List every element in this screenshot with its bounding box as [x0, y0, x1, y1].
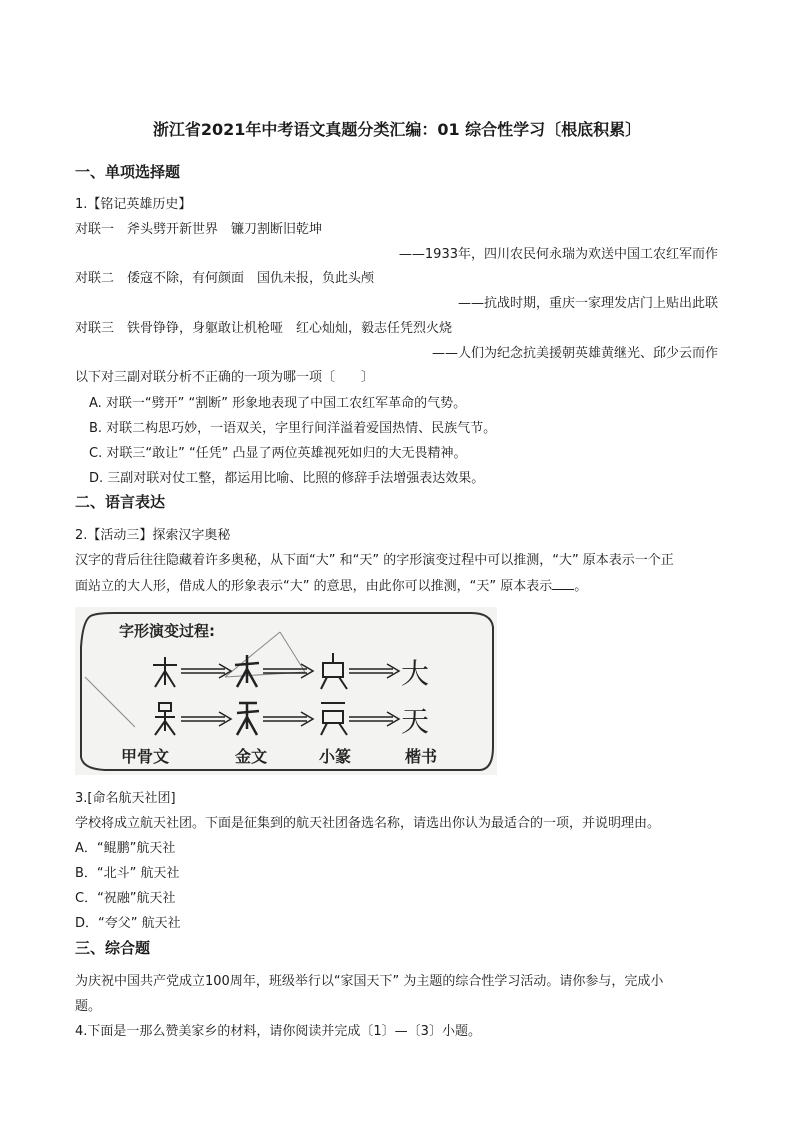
- q2-paragraph-line-1: 汉字的背后往往隐藏着许多奥秘，从下面“大” 和“天” 的字形演变过程中可以推测，“大” 原本表示一个正: [75, 553, 674, 568]
- arrow-2: [263, 664, 313, 678]
- answer-blank: [552, 577, 574, 590]
- label-small-seal: 小篆: [319, 747, 352, 766]
- q3-option-b: B．“北斗” 航天社: [75, 866, 180, 881]
- couplet-2: 对联二 倭寇不除，有何颜面 国仇未报，负此头颅: [75, 271, 375, 286]
- couplet-3: 对联三 铁骨铮铮，身躯敢让机枪哑 红心灿灿，毅志任凭烈火烧: [75, 321, 453, 336]
- q4-intro-line-2: 题。: [75, 999, 102, 1014]
- da-bronze-glyph: [235, 655, 259, 687]
- couplet-2-source: ——抗战时期，重庆一家理发店门上贴出此联: [457, 296, 718, 311]
- couplet-1: 对联一 斧头劈开新世界 镰刀割断旧乾坤: [75, 222, 323, 237]
- character-evolution-figure: [75, 607, 497, 775]
- tian-regular-glyph: 天: [401, 705, 430, 738]
- q4-intro-line-1: 为庆祝中国共产党成立100周年，班级举行以“家国天下” 为主题的综合性学习活动。请你参与，完成小: [75, 974, 664, 989]
- figure-heading: 字形演变过程:: [119, 622, 215, 640]
- q1-option-c: C. 对联三“敢让” “任凭” 凸显了两位英雄视死如归的大无畏精神。: [89, 446, 467, 461]
- section-heading-language-expression: 二、语言表达: [75, 493, 166, 511]
- q3-option-c: C．“祝融”航天社: [75, 891, 176, 906]
- arrow-3: [349, 664, 399, 678]
- da-regular-glyph: 大: [401, 657, 430, 690]
- q3-heading: 3.[命名航天社团]: [75, 791, 176, 806]
- q1-option-a: A. 对联一“劈开” “割断” 形象地表现了中国工农红军革命的气势。: [89, 396, 467, 411]
- label-oracle-bone: 甲骨文: [121, 747, 170, 766]
- couplet-1-source: ——1933年，四川农民何永瑞为欢送中国工农红军而作: [398, 247, 718, 262]
- tian-bronze-glyph: [237, 703, 259, 735]
- section-heading-comprehensive: 三、综合题: [75, 939, 151, 957]
- q1-option-d: D. 三副对联对仗工整，都运用比喻、比照的修辞手法增强表达效果。: [89, 471, 485, 486]
- q3-paragraph: 学校将成立航天社团。下面是征集到的航天社团备选名称，请选出你认为最适合的一项，并说明理由。: [75, 816, 661, 831]
- q4-heading: 4.下面是一那么赞美家乡的材料，请你阅读并完成〔1〕—〔3〕小题。: [75, 1024, 481, 1039]
- q2-paragraph-end: 。: [574, 579, 588, 594]
- q1-option-b: B. 对联二构思巧妙，一语双关，字里行间洋溢着爱国热情、民族气节。: [89, 421, 497, 436]
- da-oracle-glyph: [153, 657, 177, 687]
- q2-paragraph-text: 面站立的大人形，借成人的形象表示“大” 的意思，由此你可以推测，“天” 原本表示: [75, 579, 553, 594]
- q3-option-d: D．“夸父” 航天社: [75, 916, 181, 931]
- arrow-1: [181, 664, 231, 678]
- q3-option-a: A．“鲲鹏”航天社: [75, 841, 176, 856]
- da-seal-glyph: [321, 653, 347, 689]
- arrow-5: [263, 712, 313, 726]
- tian-oracle-glyph: [155, 703, 175, 735]
- label-bronze: 金文: [235, 747, 268, 766]
- label-regular-script: 楷书: [405, 747, 438, 766]
- q2-heading: 2.【活动三】探索汉字奥秘: [75, 528, 231, 543]
- tian-seal-glyph: [321, 703, 347, 735]
- q1-question: 以下对三副对联分析不正确的一项为哪一项〔 〕: [75, 370, 375, 385]
- arrow-6: [349, 712, 399, 726]
- couplet-3-source: ——人们为纪念抗美援朝英雄黄继光、邱少云而作: [431, 346, 718, 361]
- arrow-4: [181, 712, 231, 726]
- character-evolution-image: [75, 607, 497, 775]
- section-heading-single-choice: 一、单项选择题: [75, 163, 181, 181]
- q1-heading: 1.【铭记英雄历史】: [75, 197, 192, 212]
- q2-paragraph-line-2: [75, 577, 587, 596]
- document-title: 浙江省2021年中考语文真题分类汇编：01 综合性学习〔根底积累〕: [152, 120, 642, 139]
